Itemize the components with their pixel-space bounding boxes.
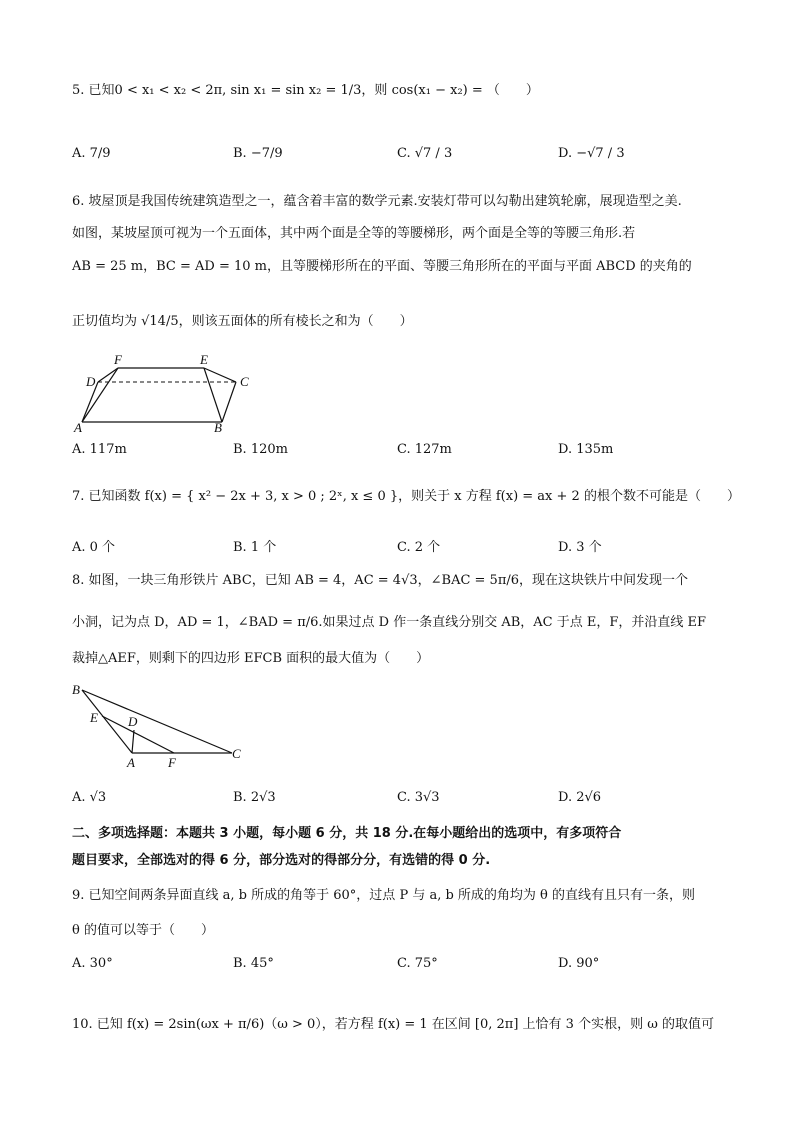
q6-label-e: E xyxy=(200,352,208,367)
q10-line1: 10. 已知 f(x) = 2sin(ωx + π/6)（ω > 0），若方程 f(x) = 1 在区间 [0, 2π] 上恰有 3 个实根，则 ω 的取值可 xyxy=(72,1017,714,1032)
q6-label-a: A xyxy=(74,420,82,434)
q6-option-a: A. 117m xyxy=(72,442,127,457)
section2-line1: 二、多项选择题：本题共 3 小题，每小题 6 分，共 18 分.在每小题给出的选项中，有多项符合 xyxy=(72,826,622,841)
q6-line2: 如图，某坡屋顶可视为一个五面体，其中两个面是全等的等腰梯形，两个面是全等的等腰三角形.若 xyxy=(72,226,636,241)
q8-label-a: A xyxy=(127,755,135,770)
q8-label-d: D xyxy=(128,714,138,729)
q6-label-d: D xyxy=(86,374,96,389)
q6-label-b: B xyxy=(214,420,222,434)
q5-option-b: B. −7/9 xyxy=(233,146,283,161)
q8-line1: 8. 如图，一块三角形铁片 ABC，已知 AB = 4，AC = 4√3，∠BAC = 5π/6，现在这块铁片中间发现一个 xyxy=(72,573,689,588)
q6-option-d: D. 135m xyxy=(558,442,614,457)
q8-label-e: E xyxy=(90,710,98,725)
q6-label-f: F xyxy=(114,352,122,367)
q8-line2: 小洞，记为点 D，AD = 1，∠BAD = π/6.如果过点 D 作一条直线分别交 AB，AC 于点 E，F，并沿直线 EF xyxy=(72,615,707,630)
q9-option-d: D. 90° xyxy=(558,956,600,971)
section2-line2: 题目要求，全部选对的得 6 分，部分选对的得部分分，有选错的得 0 分. xyxy=(72,853,491,868)
q7-stem: 7. 已知函数 f(x) = { x² − 2x + 3, x > 0 ; 2ˣ, x ≤ 0 }，则关于 x 方程 f(x) = ax + 2 的根个数不可能是（ ） xyxy=(72,489,740,504)
q8-label-c: C xyxy=(232,746,241,761)
q8-figure-triangle xyxy=(68,680,258,770)
q7-option-c: C. 2 个 xyxy=(397,540,441,555)
q6-line1: 6. 坡屋顶是我国传统建筑造型之一，蕴含着丰富的数学元素.安装灯带可以勾勒出建筑轮廓，展现造型之美. xyxy=(72,194,682,209)
q8-option-a: A. √3 xyxy=(72,790,107,805)
q7-option-b: B. 1 个 xyxy=(233,540,277,555)
q9-option-a: A. 30° xyxy=(72,956,113,971)
q6-option-c: C. 127m xyxy=(397,442,452,457)
q8-option-d: D. 2√6 xyxy=(558,790,602,805)
q6-label-c: C xyxy=(240,374,249,389)
q5-stem: 5. 已知0 < x₁ < x₂ < 2π, sin x₁ = sin x₂ = 1/3，则 cos(x₁ − x₂) = （ ） xyxy=(72,83,539,98)
q8-label-b: B xyxy=(72,682,80,697)
q8-label-f: F xyxy=(168,755,176,770)
q6-line3: AB = 25 m，BC = AD = 10 m，且等腰梯形所在的平面、等腰三角形所在的平面与平面 ABCD 的夹角的 xyxy=(72,259,692,274)
q9-option-c: C. 75° xyxy=(397,956,438,971)
q9-line2: θ 的值可以等于（ ） xyxy=(72,923,214,938)
q6-figure-roof xyxy=(70,350,260,434)
q5-option-a: A. 7/9 xyxy=(72,146,111,161)
q6-option-b: B. 120m xyxy=(233,442,288,457)
q8-option-c: C. 3√3 xyxy=(397,790,440,805)
q9-line1: 9. 已知空间两条异面直线 a, b 所成的角等于 60°，过点 P 与 a, b 所成的角均为 θ 的直线有且只有一条，则 xyxy=(72,888,696,903)
q8-line3: 裁掉△AEF，则剩下的四边形 EFCB 面积的最大值为（ ） xyxy=(72,651,430,666)
q5-option-c: C. √7 / 3 xyxy=(397,146,453,161)
q8-option-b: B. 2√3 xyxy=(233,790,276,805)
q9-option-b: B. 45° xyxy=(233,956,274,971)
q7-option-a: A. 0 个 xyxy=(72,540,116,555)
q5-option-d: D. −√7 / 3 xyxy=(558,146,625,161)
q6-line4: 正切值均为 √14/5，则该五面体的所有棱长之和为（ ） xyxy=(72,314,413,329)
q7-option-d: D. 3 个 xyxy=(558,540,602,555)
